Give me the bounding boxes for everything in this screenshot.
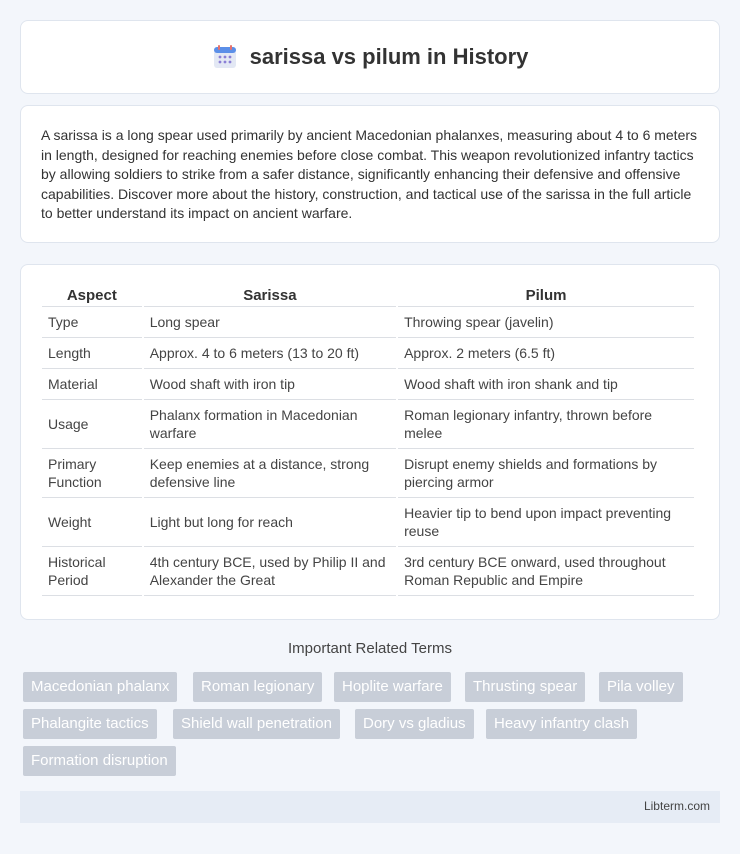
header-aspect: Aspect [42,283,142,307]
cell-sarissa: 4th century BCE, used by Philip II and Alexander the Great [144,547,396,596]
table-row [42,369,694,400]
tag-thrusting-spear[interactable]: Thrusting spear [465,672,585,702]
footer-site-link[interactable]: Libterm.com [643,799,710,813]
tag-heavy-infantry-clash[interactable]: Heavy infantry clash [486,709,637,739]
cell-aspect: Usage [42,400,142,449]
page-title: sarissa vs pilum in History [249,44,529,69]
table-row [42,449,694,498]
cell-pilum: Roman legionary infantry, thrown before melee [398,400,694,449]
tag-phalangite-tactics[interactable]: Phalangite tactics [23,709,157,739]
table-row [42,338,694,369]
table-row [42,400,694,449]
intro-card [20,105,720,243]
cell-aspect: Primary Function [42,449,142,498]
tag-macedonian-phalanx[interactable]: Macedonian phalanx [23,672,177,702]
calendar-icon [212,44,238,70]
footer [20,791,720,823]
tag-pila-volley[interactable]: Pila volley [599,672,683,702]
cell-pilum: Approx. 2 meters (6.5 ft) [398,338,694,369]
cell-aspect: Historical Period [42,547,142,596]
cell-sarissa: Phalanx formation in Macedonian warfare [144,400,396,449]
intro-text: A sarissa is a long spear used primarily by ancient Macedonian phalanxes, measuring about 4 to 6 meters in length, designed for reaching enemies before close combat. This weapon revolutionized infantry tactics by allowing soldiers to strike from a safer distance, significantly enhancing their defensive and offensive capabilities. Discover more about the history, construction, and tactical use of the sarissa in the full article to better understand its impact on ancient warfare. [41,127,698,222]
cell-pilum: Wood shaft with iron shank and tip [398,369,694,400]
cell-sarissa: Long spear [144,307,396,338]
table-row [42,498,694,547]
cell-aspect: Length [42,338,142,369]
cell-pilum: Throwing spear (javelin) [398,307,694,338]
comparison-table [40,283,696,596]
cell-aspect: Material [42,369,142,400]
tag-formation-disruption[interactable]: Formation disruption [23,746,176,776]
tag-hoplite-warfare[interactable]: Hoplite warfare [334,672,451,702]
related-terms-title: Important Related Terms [288,640,452,657]
table-header-row [42,283,694,307]
cell-aspect: Type [42,307,142,338]
cell-sarissa: Light but long for reach [144,498,396,547]
header-sarissa: Sarissa [144,283,396,307]
cell-pilum: Heavier tip to bend upon impact preventing reuse [398,498,694,547]
comparison-card [20,264,720,620]
cell-sarissa: Keep enemies at a distance, strong defensive line [144,449,396,498]
cell-sarissa: Wood shaft with iron tip [144,369,396,400]
tag-dory-vs-gladius[interactable]: Dory vs gladius [355,709,474,739]
tag-roman-legionary[interactable]: Roman legionary [193,672,322,702]
cell-pilum: Disrupt enemy shields and formations by piercing armor [398,449,694,498]
cell-aspect: Weight [42,498,142,547]
table-row [42,547,694,596]
tag-shield-wall-penetration[interactable]: Shield wall penetration [173,709,340,739]
table-row [42,307,694,338]
header-pilum: Pilum [398,283,694,307]
cell-sarissa: Approx. 4 to 6 meters (13 to 20 ft) [144,338,396,369]
header-card [20,20,720,94]
cell-pilum: 3rd century BCE onward, used throughout Roman Republic and Empire [398,547,694,596]
